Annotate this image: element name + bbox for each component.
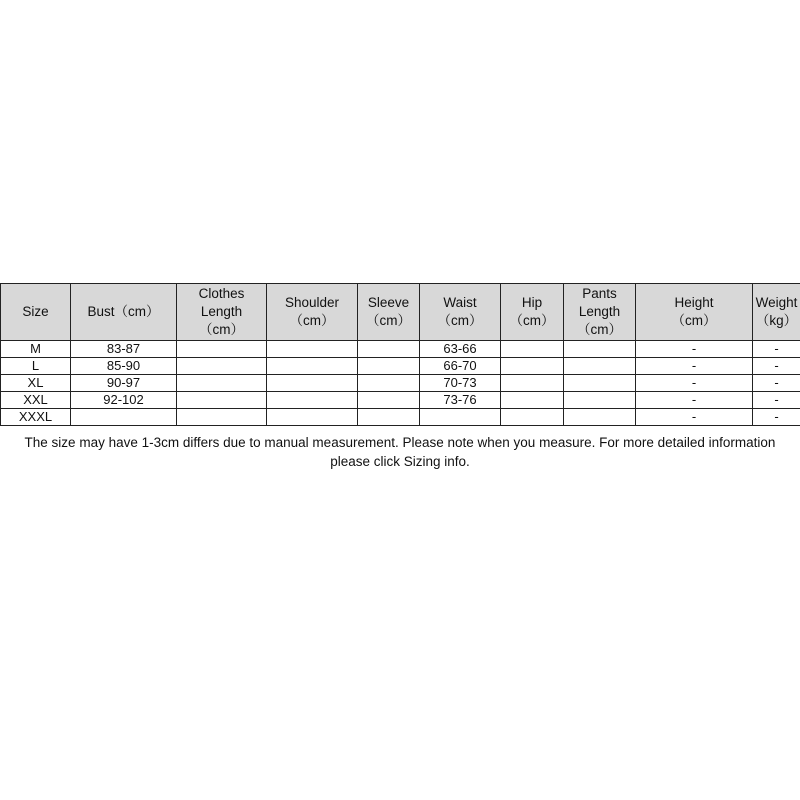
cell-pants-length	[564, 358, 636, 375]
cell-waist: 73-76	[420, 392, 501, 409]
column-header	[177, 284, 267, 341]
sizing-note-line-1: The size may have 1-3cm differs due to manual measurement. Please note when you measure. For more detailed information	[24, 435, 776, 450]
cell-shoulder	[267, 341, 358, 358]
column-header-text: Hip	[521, 295, 543, 310]
cell-waist: 66-70	[420, 358, 501, 375]
table-row	[1, 358, 800, 375]
cell-height: -	[636, 392, 753, 409]
column-header-text: Shoulder	[284, 295, 340, 310]
cell-sleeve	[358, 358, 420, 375]
cell-pants-length	[564, 392, 636, 409]
cell-height: -	[636, 375, 753, 392]
size-table	[0, 283, 800, 426]
table-row	[1, 341, 800, 358]
cell-hip	[501, 375, 564, 392]
column-header	[358, 284, 420, 341]
column-header-text: Sleeve	[367, 295, 410, 310]
cell-pants-length	[564, 341, 636, 358]
table-row	[1, 409, 800, 426]
column-header-text: Weight	[755, 295, 798, 310]
sizing-note	[0, 433, 800, 471]
cell-hip	[501, 409, 564, 426]
column-header	[71, 284, 177, 341]
cell-sleeve	[358, 392, 420, 409]
table-header-row	[1, 284, 800, 341]
column-header-text: Clothes	[198, 286, 245, 301]
column-header-text: （cm）	[509, 313, 555, 328]
cell-shoulder	[267, 358, 358, 375]
column-header-text: Pants	[582, 286, 617, 301]
cell-waist: 63-66	[420, 341, 501, 358]
cell-clothes-length	[177, 409, 267, 426]
column-header	[636, 284, 753, 341]
cell-weight: -	[753, 409, 800, 426]
column-header	[564, 284, 636, 341]
table-body	[1, 341, 800, 426]
cell-bust: 92-102	[71, 392, 177, 409]
cell-height: -	[636, 358, 753, 375]
cell-weight: -	[753, 358, 800, 375]
cell-pants-length	[564, 375, 636, 392]
column-header	[420, 284, 501, 341]
column-header-text: （cm）	[671, 313, 717, 328]
column-header-text: （kg）	[755, 313, 798, 328]
column-header-text: （cm）	[289, 313, 335, 328]
column-header	[267, 284, 358, 341]
column-header	[501, 284, 564, 341]
table-row	[1, 375, 800, 392]
cell-waist	[420, 409, 501, 426]
cell-bust: 85-90	[71, 358, 177, 375]
cell-bust: 90-97	[71, 375, 177, 392]
cell-sleeve	[358, 409, 420, 426]
table-row	[1, 392, 800, 409]
cell-shoulder	[267, 392, 358, 409]
cell-clothes-length	[177, 375, 267, 392]
cell-size: XXXL	[1, 409, 71, 426]
cell-weight: -	[753, 375, 800, 392]
column-header-text: Size	[22, 304, 49, 319]
size-chart	[0, 283, 800, 426]
cell-waist: 70-73	[420, 375, 501, 392]
column-header-text: （cm）	[577, 322, 622, 337]
cell-hip	[501, 358, 564, 375]
cell-sleeve	[358, 375, 420, 392]
cell-height: -	[636, 341, 753, 358]
cell-clothes-length	[177, 341, 267, 358]
cell-size: M	[1, 341, 71, 358]
column-header-text: Length	[578, 304, 621, 319]
cell-hip	[501, 341, 564, 358]
cell-weight: -	[753, 341, 800, 358]
cell-hip	[501, 392, 564, 409]
column-header-text: （cm）	[366, 313, 411, 328]
cell-weight: -	[753, 392, 800, 409]
cell-clothes-length	[177, 392, 267, 409]
cell-clothes-length	[177, 358, 267, 375]
column-header-text: Height	[674, 295, 714, 310]
cell-bust	[71, 409, 177, 426]
cell-size: XXL	[1, 392, 71, 409]
cell-size: XL	[1, 375, 71, 392]
cell-bust: 83-87	[71, 341, 177, 358]
cell-shoulder	[267, 409, 358, 426]
column-header-text: （cm）	[199, 322, 244, 337]
column-header-text: Length	[200, 304, 243, 319]
column-header-text: Waist	[443, 295, 477, 310]
column-header	[753, 284, 800, 341]
cell-size: L	[1, 358, 71, 375]
sizing-note-line-2: please click Sizing info.	[330, 454, 470, 469]
column-header-text: Bust（cm）	[87, 304, 160, 319]
cell-height: -	[636, 409, 753, 426]
cell-shoulder	[267, 375, 358, 392]
column-header	[1, 284, 71, 341]
cell-pants-length	[564, 409, 636, 426]
column-header-text: （cm）	[437, 313, 483, 328]
cell-sleeve	[358, 341, 420, 358]
